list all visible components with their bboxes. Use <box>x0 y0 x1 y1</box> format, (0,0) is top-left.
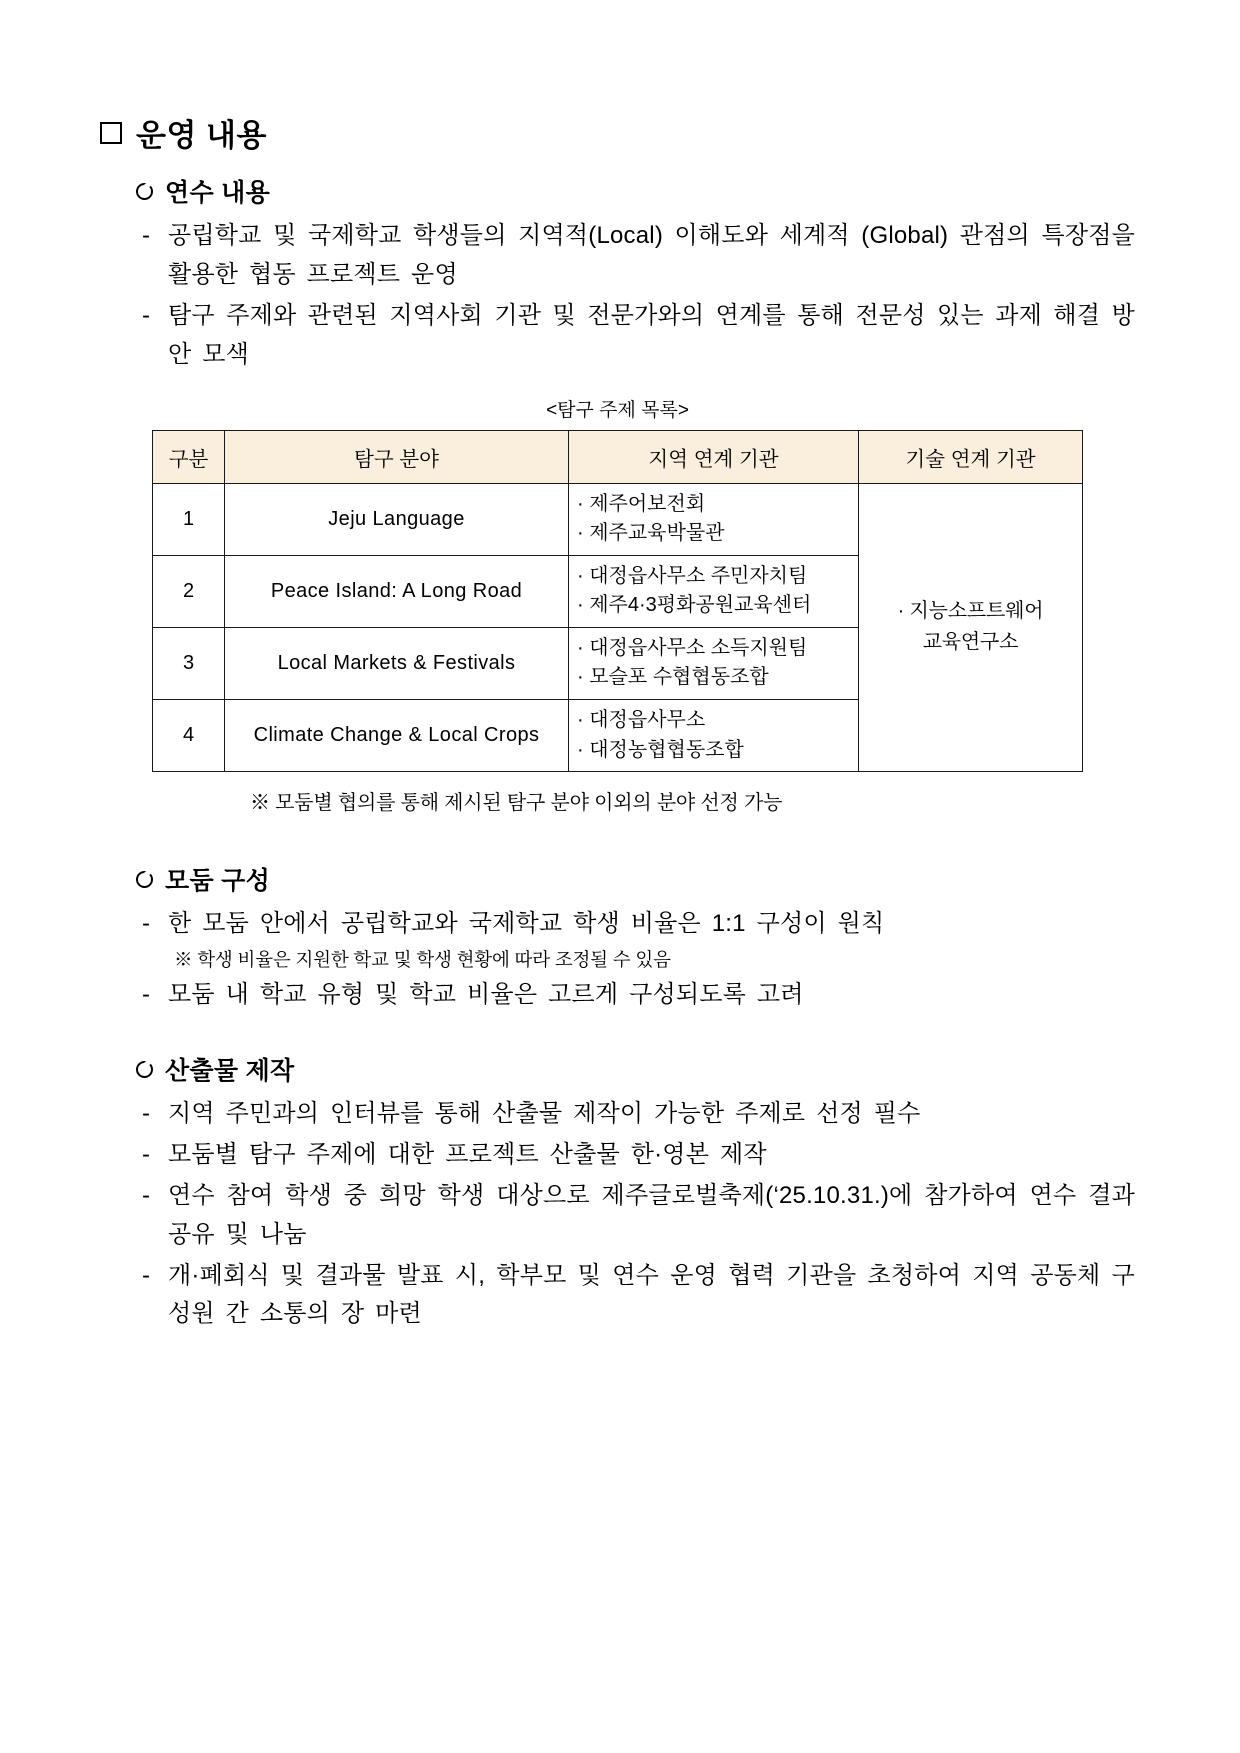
subsection-heading-text: 산출물 제작 <box>165 1057 295 1085</box>
cell-no: 2 <box>153 555 225 627</box>
subsection-heading-text: 모둠 구성 <box>165 867 271 896</box>
list-item-text: 탐구 주제와 관련된 지역사회 기관 및 전문가와의 연계를 통해 전문성 있는 과제 해결 방안 모색 <box>168 301 1135 368</box>
square-bullet-icon <box>100 122 122 144</box>
topics-table <box>152 430 1083 773</box>
cell-local-orgs <box>569 627 859 699</box>
list-item-note: ※ 학생 비율은 지원한 학교 및 학생 현황에 따라 조정될 수 있음 <box>174 949 671 971</box>
table-header-row <box>153 430 1083 483</box>
cell-field: Peace Island: A Long Road <box>225 555 569 627</box>
cell-field: Local Markets & Festivals <box>225 627 569 699</box>
subsection-heading-training-content <box>136 173 1135 209</box>
org-line: · 대정읍사무소 소득지원팀 <box>577 636 808 659</box>
list-item-text: 지역 주민과의 인터뷰를 통해 산출물 제작이 가능한 주제로 선정 필수 <box>168 1100 921 1127</box>
table-caption: <탐구 주제 목록> <box>546 399 689 421</box>
list-item-text: 한 모둠 안에서 공립학교와 국제학교 학생 비율은 1:1 구성이 원칙 <box>168 910 885 938</box>
column-header-no: 구분 <box>153 430 225 483</box>
tech-org-line1: · 지능소프트웨어 <box>897 600 1044 623</box>
org-line: · 모슬포 수협협동조합 <box>577 666 769 689</box>
column-header-field: 탐구 분야 <box>225 430 569 483</box>
subsection-heading-text: 연수 내용 <box>165 179 271 207</box>
cell-no: 3 <box>153 627 225 699</box>
list-item <box>142 1257 1135 1335</box>
list-item-text: 모둠별 탐구 주제에 대한 프로젝트 산출물 한·영본 제작 <box>168 1140 767 1168</box>
org-line: · 제주교육박물관 <box>577 522 725 545</box>
cell-local-orgs <box>569 483 859 555</box>
dash-marker: - <box>142 222 150 249</box>
org-line: · 제주어보전회 <box>577 492 706 515</box>
cell-local-orgs <box>569 555 859 627</box>
org-line: · 제주4·3평화공원교육센터 <box>577 594 812 617</box>
list-item-text: 공립학교 및 국제학교 학생들의 지역적(Local) 이해도와 세계적 (Global) 관점의 특장점을 활용한 협동 프로젝트 운영 <box>168 222 1135 288</box>
circle-bullet-icon <box>136 871 153 888</box>
dash-marker: - <box>142 1140 150 1168</box>
dash-marker: - <box>142 1261 150 1289</box>
section-title-text: 운영 내용 <box>136 118 267 153</box>
dash-marker: - <box>142 301 150 329</box>
list-item <box>142 976 1135 1015</box>
dash-marker: - <box>142 1100 150 1127</box>
cell-local-orgs <box>569 700 859 772</box>
cell-no: 1 <box>153 483 225 555</box>
list-item-text: 개·폐회식 및 결과물 발표 시, 학부모 및 연수 운영 협력 기관을 초청하여 지역 공동체 구성원 간 소통의 장 마련 <box>168 1261 1135 1328</box>
org-line: · 대정읍사무소 주민자치팀 <box>577 564 808 587</box>
cell-field: Jeju Language <box>225 483 569 555</box>
list-item <box>142 297 1135 375</box>
column-header-local-org: 지역 연계 기관 <box>569 430 859 483</box>
list-item <box>142 217 1135 295</box>
subsection-heading-group-formation <box>136 861 1135 897</box>
cell-field: Climate Change & Local Crops <box>225 700 569 772</box>
table-footnote: ※ 모둠별 협의를 통해 제시된 탐구 분야 이외의 분야 선정 가능 <box>250 792 783 815</box>
org-line: · 대정읍사무소 <box>577 709 706 732</box>
tech-org-line2: 교육연구소 <box>922 631 1019 654</box>
list-item <box>142 1095 1135 1134</box>
list-item-text: 모둠 내 학교 유형 및 학교 비율은 고르게 구성되도록 고려 <box>168 981 804 1009</box>
page-title <box>100 110 1135 155</box>
list-item <box>142 1136 1135 1175</box>
circle-bullet-icon <box>136 1061 153 1078</box>
list-item <box>142 905 1135 944</box>
subsection-heading-output-production <box>136 1051 1135 1087</box>
dash-marker: - <box>142 981 150 1009</box>
org-line: · 대정농협협동조합 <box>577 738 744 761</box>
cell-tech-org <box>859 483 1083 772</box>
list-item <box>142 1177 1135 1255</box>
dash-marker: - <box>142 910 150 938</box>
list-item-text: 연수 참여 학생 중 희망 학생 대상으로 제주글로벌축제(‘25.10.31.)에 참가하여 연수 결과 공유 및 나눔 <box>168 1181 1135 1248</box>
table-row <box>153 483 1083 555</box>
cell-no: 4 <box>153 700 225 772</box>
column-header-tech-org: 기술 연계 기관 <box>859 430 1083 483</box>
circle-bullet-icon <box>136 183 153 200</box>
dash-marker: - <box>142 1181 150 1209</box>
